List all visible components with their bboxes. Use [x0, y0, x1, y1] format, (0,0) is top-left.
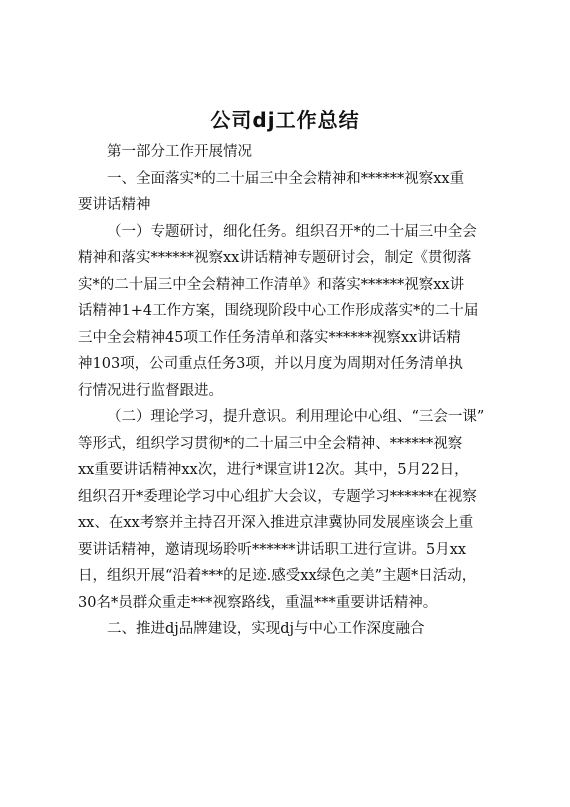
subsection-2-paragraph [78, 404, 494, 616]
heading-1-line: 一、全面落实*的二十届三中全会精神和******视察xx重 [107, 170, 465, 187]
paragraph-line: 行情况进行监督跟进。 [78, 382, 223, 399]
paragraph-line: 组织召开*委理论学习中心组扩大会议，专题学习******在视察 [78, 488, 477, 505]
subsection-1-paragraph [78, 219, 494, 405]
paragraph-line: （一）专题研讨，细化任务。组织召开*的二十届三中全会 [107, 223, 477, 240]
document-title: 公司dj工作总结 [210, 108, 360, 132]
paragraph-line: 等形式，组织学习贯彻*的二十届三中全会精神、******视察 [78, 435, 463, 452]
heading-1 [78, 166, 494, 219]
heading-2: 二、推进dj品牌建设，实现dj与中心工作深度融合 [107, 621, 425, 637]
paragraph-line: 实*的二十届三中全会精神工作清单》和落实******视察xx讲 [78, 276, 465, 293]
paragraph-line: 精神和落实******视察xx讲话精神专题研讨会，制定《贯彻落 [78, 250, 472, 266]
document-body [78, 139, 494, 643]
paragraph-line: 三中全会精神45项工作任务清单和落实******视察xx讲话精 [78, 329, 461, 346]
paragraph-line: 30名*员群众重走***视察路线，重温***重要讲话精神。 [78, 594, 438, 611]
heading-1-line: 要讲话精神 [78, 197, 151, 213]
paragraph-line: （二）理论学习，提升意识。利用理论中心组、“三会一课” [107, 409, 485, 425]
paragraph-line: 日，组织开展“沿着***的足迹.感受xx绿色之美”主题*日活动， [78, 568, 477, 584]
paragraph-line: 要讲话精神，邀请现场聆听******讲话职工进行宣讲。5月xx [78, 541, 467, 558]
paragraph-line: xx、在xx考察并主持召开深入推进京津冀协同发展座谈会上重 [78, 515, 474, 531]
paragraph-line: 神103项，公司重点任务3项，并以月度为周期对任务清单执 [78, 356, 463, 372]
section-part-heading: 第一部分工作开展情况 [107, 144, 252, 160]
paragraph-line: xx重要讲话精神xx次，进行*课宣讲12次。其中，5月22日， [78, 462, 469, 478]
paragraph-line: 话精神1+4工作方案，围绕现阶段中心工作形成落实*的二十届 [78, 303, 479, 319]
